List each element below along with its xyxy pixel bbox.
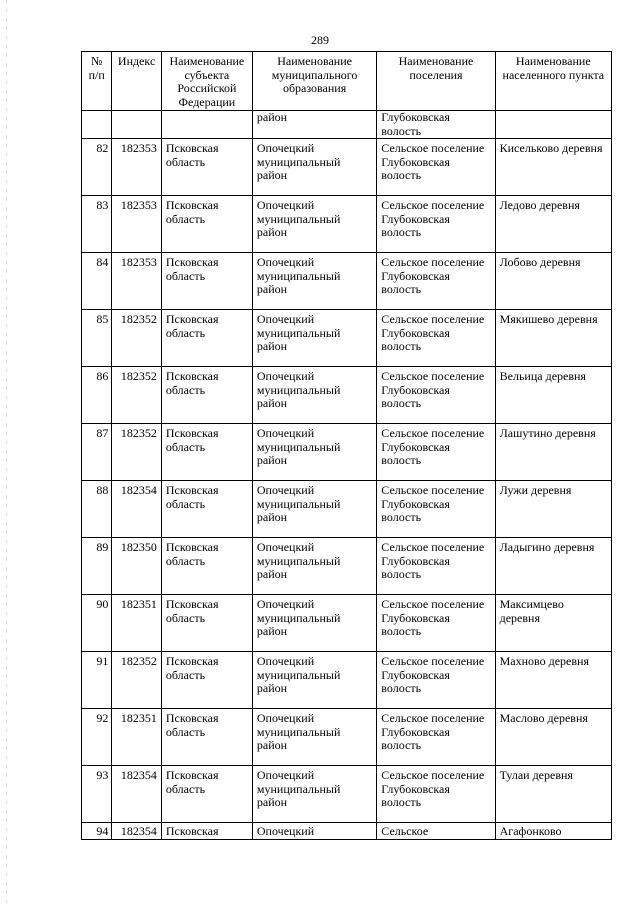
table-row (82, 310, 612, 367)
cell-municipality: Опочецкий муниципальный район (252, 595, 376, 652)
cell-municipality: Опочецкий муниципальный район (252, 766, 376, 823)
table-row (82, 709, 612, 766)
cell-municipality: Опочецкий муниципальный район (252, 139, 376, 196)
cell-index: 182350 (112, 538, 162, 595)
cell-locality: Максимцево деревня (495, 595, 611, 652)
cell-municipality: Опочецкий муниципальный район (252, 253, 376, 310)
cell-locality: Мякишево деревня (495, 310, 611, 367)
cell-locality: Махново деревня (495, 652, 611, 709)
cell-municipality: Опочецкий муниципальный район (252, 424, 376, 481)
header-municipality: Наименование муниципального образования (252, 52, 376, 111)
cell-municipality: Опочецкий (252, 823, 376, 840)
cell-settlement: Сельское поселение Глубоковская волость (377, 766, 495, 823)
cell-num: 94 (82, 823, 112, 840)
cell-num: 93 (82, 766, 112, 823)
cell-settlement: Сельское поселение Глубоковская волость (377, 367, 495, 424)
table-row (82, 253, 612, 310)
cell-index: 182352 (112, 424, 162, 481)
cell-subject: Псковская (161, 823, 252, 840)
continuation-row (82, 111, 612, 139)
cell-locality: Тулаи деревня (495, 766, 611, 823)
cell-index: 182354 (112, 481, 162, 538)
table-header-row (82, 52, 612, 111)
table-row (82, 196, 612, 253)
cell-settlement: Сельское поселение Глубоковская волость (377, 310, 495, 367)
cell-subject: Псковская область (161, 709, 252, 766)
cell-subject: Псковская область (161, 253, 252, 310)
table-row (82, 652, 612, 709)
cell-municipality: Опочецкий муниципальный район (252, 367, 376, 424)
cell-settlement: Сельское поселение Глубоковская волость (377, 253, 495, 310)
cell-subject: Псковская область (161, 139, 252, 196)
cell-subject: Псковская область (161, 310, 252, 367)
cell-settlement: Сельское поселение Глубоковская волость (377, 595, 495, 652)
cell-index: 182352 (112, 652, 162, 709)
cell-settlement: Сельское поселение Глубоковская волость (377, 424, 495, 481)
cell-subject: Псковская область (161, 595, 252, 652)
cell-num (82, 111, 112, 139)
cell-num: 83 (82, 196, 112, 253)
cell-settlement: Сельское поселение Глубоковская волость (377, 139, 495, 196)
cell-settlement: Сельское поселение Глубоковская волость (377, 481, 495, 538)
settlements-table (81, 51, 612, 840)
cell-subject: Псковская область (161, 766, 252, 823)
cell-num: 85 (82, 310, 112, 367)
cell-locality: Лашутино деревня (495, 424, 611, 481)
cell-municipality: Опочецкий муниципальный район (252, 196, 376, 253)
cell-locality (495, 111, 611, 139)
cell-num: 82 (82, 139, 112, 196)
cell-subject: Псковская область (161, 367, 252, 424)
cell-subject: Псковская область (161, 538, 252, 595)
cell-locality: Вельица деревня (495, 367, 611, 424)
table-row-partial (82, 823, 612, 840)
cell-index: 182354 (112, 823, 162, 840)
cell-municipality: Опочецкий муниципальный район (252, 310, 376, 367)
cell-subject (161, 111, 252, 139)
cell-subject: Псковская область (161, 424, 252, 481)
cell-num: 84 (82, 253, 112, 310)
cell-locality: Лобово деревня (495, 253, 611, 310)
scan-edge-artifact (6, 0, 7, 905)
table-row (82, 139, 612, 196)
page-number: 289 (311, 33, 329, 47)
table-row (82, 424, 612, 481)
cell-index: 182351 (112, 709, 162, 766)
cell-subject: Псковская область (161, 196, 252, 253)
cell-num: 89 (82, 538, 112, 595)
cell-subject: Псковская область (161, 652, 252, 709)
cell-num: 91 (82, 652, 112, 709)
cell-municipality: Опочецкий муниципальный район (252, 709, 376, 766)
cell-num: 88 (82, 481, 112, 538)
cell-settlement: Глубоковская волость (377, 111, 495, 139)
header-index: Индекс (112, 52, 162, 111)
table-row (82, 595, 612, 652)
cell-num: 90 (82, 595, 112, 652)
table-row (82, 367, 612, 424)
table-row (82, 766, 612, 823)
cell-index: 182352 (112, 310, 162, 367)
cell-locality: Маслово деревня (495, 709, 611, 766)
table-row (82, 481, 612, 538)
cell-index: 182353 (112, 139, 162, 196)
cell-settlement: Сельское поселение Глубоковская волость (377, 652, 495, 709)
cell-index (112, 111, 162, 139)
cell-num: 87 (82, 424, 112, 481)
cell-subject: Псковская область (161, 481, 252, 538)
cell-num: 86 (82, 367, 112, 424)
cell-settlement: Сельское поселение Глубоковская волость (377, 196, 495, 253)
header-locality: Наименование населенного пункта (495, 52, 611, 111)
cell-index: 182354 (112, 766, 162, 823)
header-settlement: Наименование поселения (377, 52, 495, 111)
header-num: № п/п (82, 52, 112, 111)
cell-locality: Лужи деревня (495, 481, 611, 538)
table-row (82, 538, 612, 595)
cell-index: 182352 (112, 367, 162, 424)
cell-num: 92 (82, 709, 112, 766)
cell-settlement: Сельское поселение Глубоковская волость (377, 538, 495, 595)
cell-locality: Ледово деревня (495, 196, 611, 253)
cell-locality: Кисельково деревня (495, 139, 611, 196)
cell-index: 182351 (112, 595, 162, 652)
cell-municipality: район (252, 111, 376, 139)
cell-settlement: Сельское (377, 823, 495, 840)
cell-index: 182353 (112, 253, 162, 310)
cell-locality: Ладыгино деревня (495, 538, 611, 595)
cell-municipality: Опочецкий муниципальный район (252, 652, 376, 709)
cell-index: 182353 (112, 196, 162, 253)
cell-settlement: Сельское поселение Глубоковская волость (377, 709, 495, 766)
cell-municipality: Опочецкий муниципальный район (252, 538, 376, 595)
cell-locality: Агафонково (495, 823, 611, 840)
cell-municipality: Опочецкий муниципальный район (252, 481, 376, 538)
header-subject: Наименование субъекта Российской Федерации (161, 52, 252, 111)
